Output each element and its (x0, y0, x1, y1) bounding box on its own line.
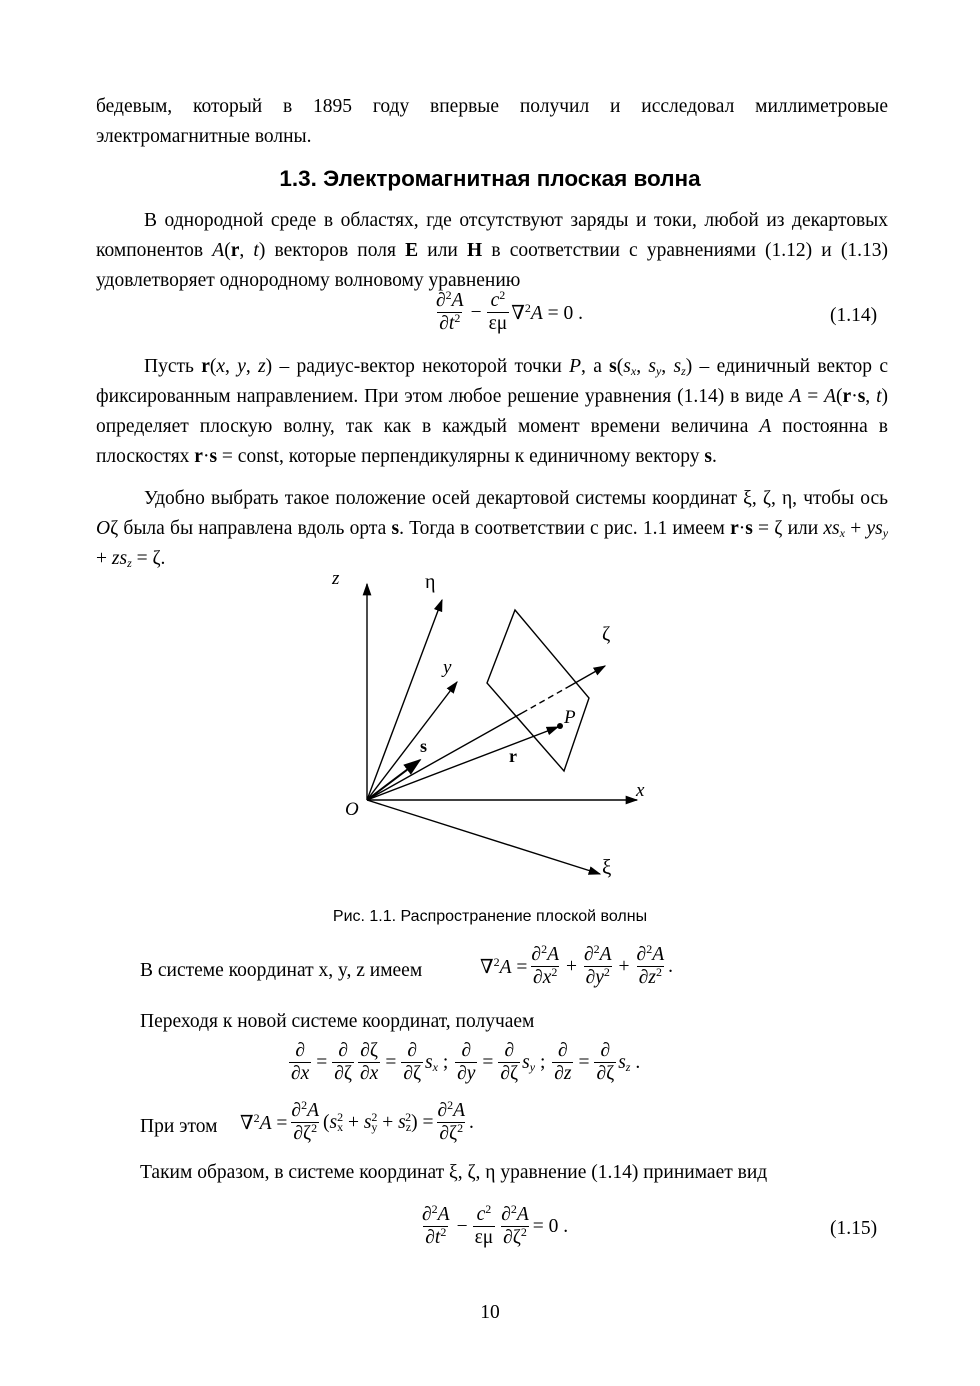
text-coordinate-system: В системе координат x, y, z имеем (140, 960, 423, 981)
axis-eta (367, 600, 442, 800)
text-transition: Переходя к новой системе координат, получаем (140, 1011, 535, 1032)
label-o: O (345, 799, 359, 820)
axis-zeta-dashed (522, 687, 568, 713)
equation-number-1-14: (1.14) (830, 305, 878, 326)
label-z: z (332, 568, 340, 589)
point-p (557, 723, 563, 729)
equation-laplacian: ∇$^2$A = $\frac{\partial^2A}{\partial x^2}$ + $\frac{\partial^2A}{\partial y^2}$ + $\frac{\partial^2A}{\partial z^2}$ . (480, 942, 673, 988)
paragraph-intro-line1: бедевым, который в 1895 году впервые получил и исследовал миллиметровые (96, 96, 888, 117)
paragraph-coordinate-choice: Удобно выбрать такое положение осей декартовой системы координат ξ, ζ, η, чтобы ось Oζ была бы направлена вдоль орта s. Тогда в соответствии с рис. 1.1 имеем r·s = ζ или $xs_x + ys_y + zs_z = \zeta$. (96, 488, 889, 570)
text-thus: При этом (140, 1116, 218, 1137)
equation-1-15: $\frac{\partial^2A}{\partial t^2}$ − $\frac{c^2}{\varepsilon\mu}$ $\frac{\partial^2A}{\partial\zeta^2}$ = 0 . (422, 1202, 569, 1248)
paragraph-plane-wave: Пусть r(x, y, z) – радиус-вектор некоторой точки P, а $s(s_x$, $s_y$, $s_z$) – единичный вектор с фиксированным направлением. При этом любое решение уравнения (1.14) в виде A = A(r·s, t) определяет плоскую волну, так как в каждый момент времени величина A постоянна в плоскостях r·s = const, которые перпендикулярны к единичному вектору s. (96, 356, 889, 467)
figure-plane-wave-diagram (300, 560, 680, 890)
label-x: x (636, 780, 645, 801)
figure-caption: Рис. 1.1. Распространение плоской волны (332, 908, 648, 925)
label-s: s (420, 736, 428, 756)
page-number: 10 (480, 1302, 500, 1323)
equation-laplacian-zeta: ∇$^2$A = $\frac{\partial^2A}{\partial\zeta^2}$ $(s_x^2 + s_y^2 + s_z^2)$ = $\frac{\partial^2A}{\partial\zeta^2}$ . (240, 1098, 474, 1144)
paragraph-wave-equation-intro: В однородной среде в областях, где отсутствуют заряды и токи, любой из декартовых компонентов A(r, t) векторов поля E или H в соответствии с уравнениями (1.12) и (1.13) удовлетворяет однородному волновому уравнению (96, 210, 889, 291)
section-title: 1.3. Электромагнитная плоская волна (279, 166, 701, 191)
axis-zeta-tip (568, 666, 605, 687)
label-eta: η (425, 571, 436, 593)
label-xi: ξ (602, 855, 612, 879)
label-y: y (443, 657, 452, 678)
label-p: P (564, 707, 576, 728)
text-final-form: Таким образом, в системе координат ξ, ζ, η уравнение (1.14) принимает вид (140, 1162, 768, 1183)
wave-plane (487, 610, 589, 771)
label-r: r (509, 746, 517, 766)
axis-xi (367, 800, 600, 874)
label-zeta: ζ (602, 623, 611, 645)
equation-1-14: $\frac{\partial^2A}{\partial t^2}$ − $\frac{c^2}{\varepsilon\mu}$ ∇$^2$A = 0 . (436, 288, 584, 334)
equation-number-1-15: (1.15) (830, 1218, 878, 1239)
equation-derivatives: $\frac{\partial}{\partial x}$ = $\frac{\partial}{\partial\zeta}$ $\frac{\partial\zeta}{\partial x}$ = $\frac{\partial}{\partial\zeta}$ $s_x$ ; $\frac{\partial}{\partial y}$ = $\frac{\partial}{\partial\zeta}$ $s_y$ ; $\frac{\partial}{\partial z}$ = $\frac{\partial}{\partial\zeta}$ $s_z$ . (291, 1040, 641, 1084)
axis-zeta-solid (367, 713, 522, 800)
paragraph-intro-line2: электромагнитные волны. (96, 126, 312, 147)
